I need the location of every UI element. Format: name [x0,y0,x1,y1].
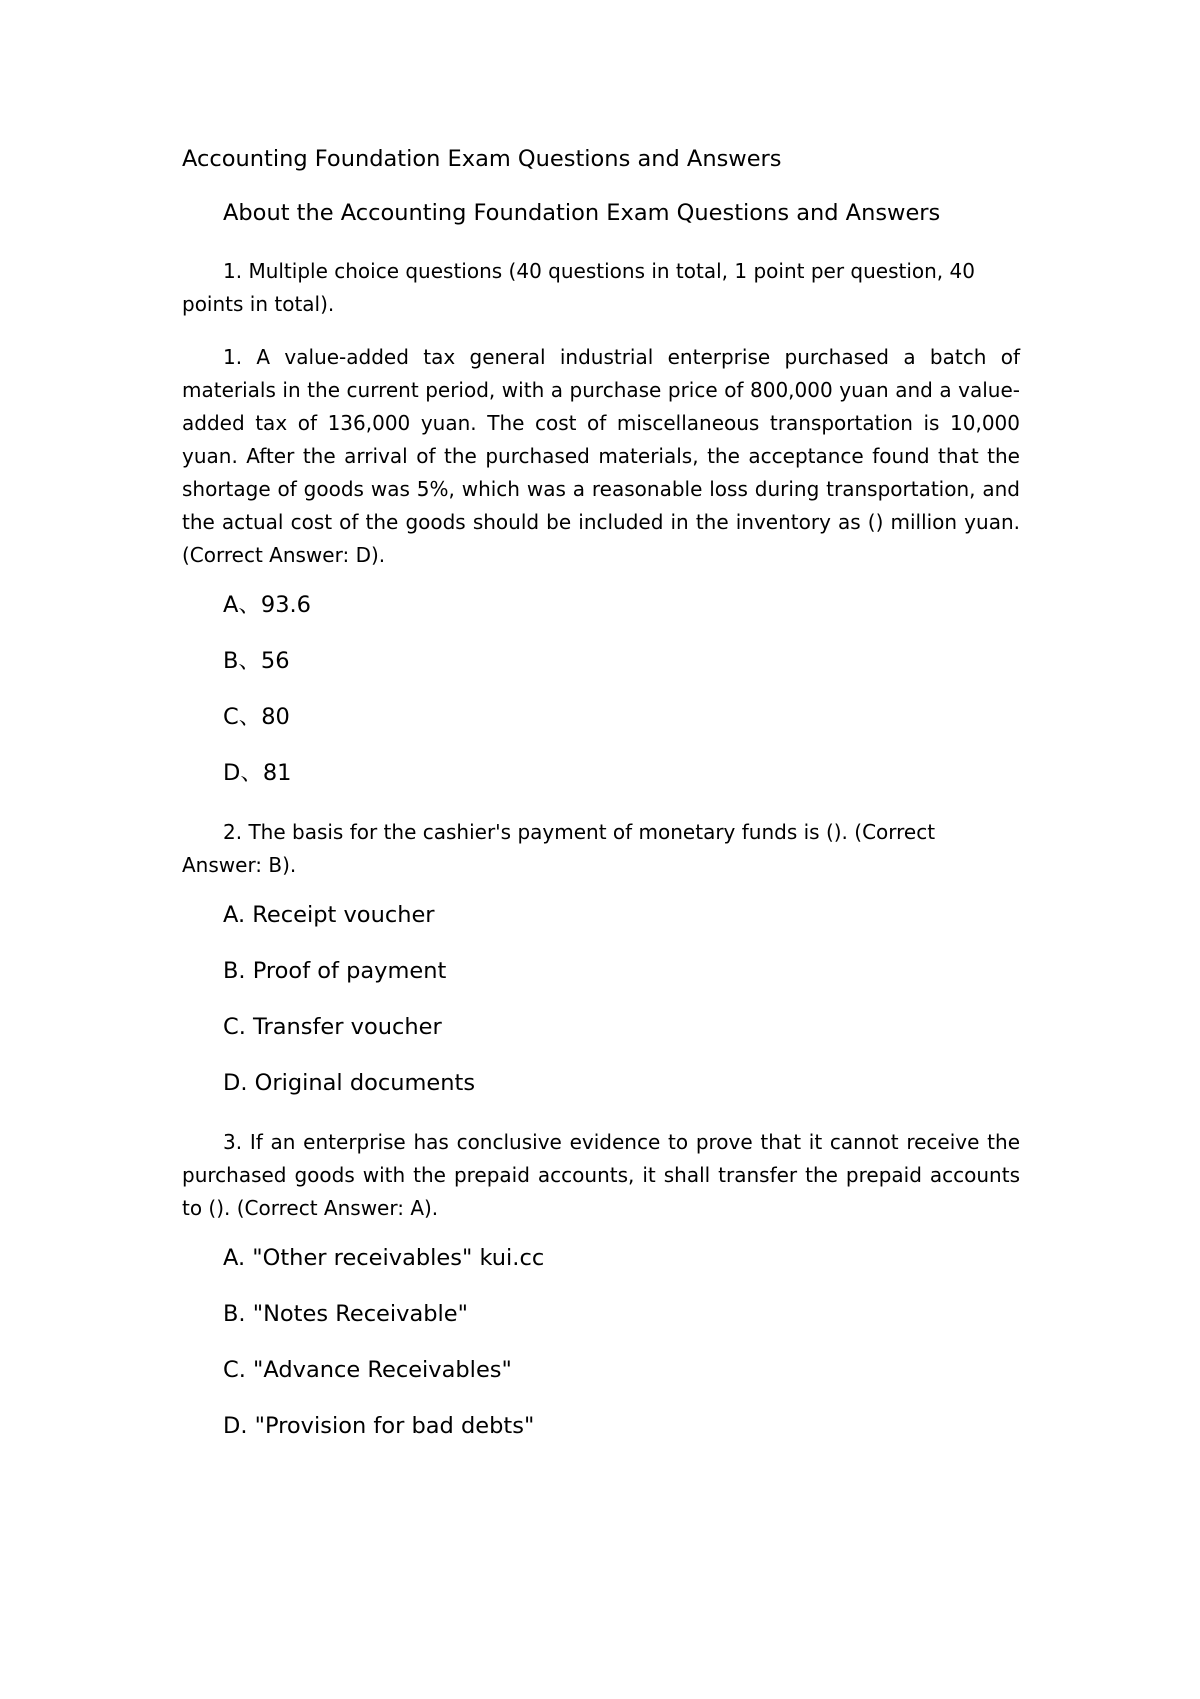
question-1-option-b: B、56 [223,647,290,674]
question-1-text: 1. A value-added tax general industrial enterprise purchased a batch of materials in the current period, with a purchase price of 800,000 yuan and a value-added tax of 136,000 yuan. The cost of miscellaneous transportation is 10,000 yuan. After the arrival of the purchased materials, the acceptance found that the shortage of goods was 5%, which was a reasonable loss during transportation, and the actual cost of the goods should be included in the inventory as () million yuan. (Correct Answer: D). [182,344,1020,567]
question-1-option-a: A、93.6 [223,591,311,618]
question-2-options [182,902,1020,1097]
question-2-option-c: C. Transfer voucher [223,1013,442,1040]
question-2-option-d: D. Original documents [223,1069,476,1096]
question-3-option-c: C. "Advance Receivables" [223,1356,512,1383]
question-3-option-b: B. "Notes Receivable" [223,1300,468,1327]
document-page [182,145,1020,1469]
question-3-options [182,1245,1020,1440]
question-2-text: 2. The basis for the cashier's payment of monetary funds is (). (Correct Answer: B). [182,819,936,877]
question-2-option-a: A. Receipt voucher [223,901,435,928]
question-3-text: 3. If an enterprise has conclusive evidence to prove that it cannot receive the purchased goods with the prepaid accounts, it shall transfer the prepaid accounts to (). (Correct Answer: A). [182,1129,1020,1220]
question-3-option-d: D. "Provision for bad debts" [223,1412,535,1439]
question-1-option-d: D、81 [223,759,292,786]
section-intro: 1. Multiple choice questions (40 questions in total, 1 point per question, 40 points in total). [182,258,975,316]
question-1-options [182,592,1020,787]
question-1-option-c: C、80 [223,703,290,730]
question-2-option-b: B. Proof of payment [223,957,447,984]
document-subtitle: About the Accounting Foundation Exam Questions and Answers [223,200,941,227]
document-title: Accounting Foundation Exam Questions and Answers [182,146,782,172]
question-3-option-a: A. "Other receivables" kui.cc [223,1244,545,1271]
